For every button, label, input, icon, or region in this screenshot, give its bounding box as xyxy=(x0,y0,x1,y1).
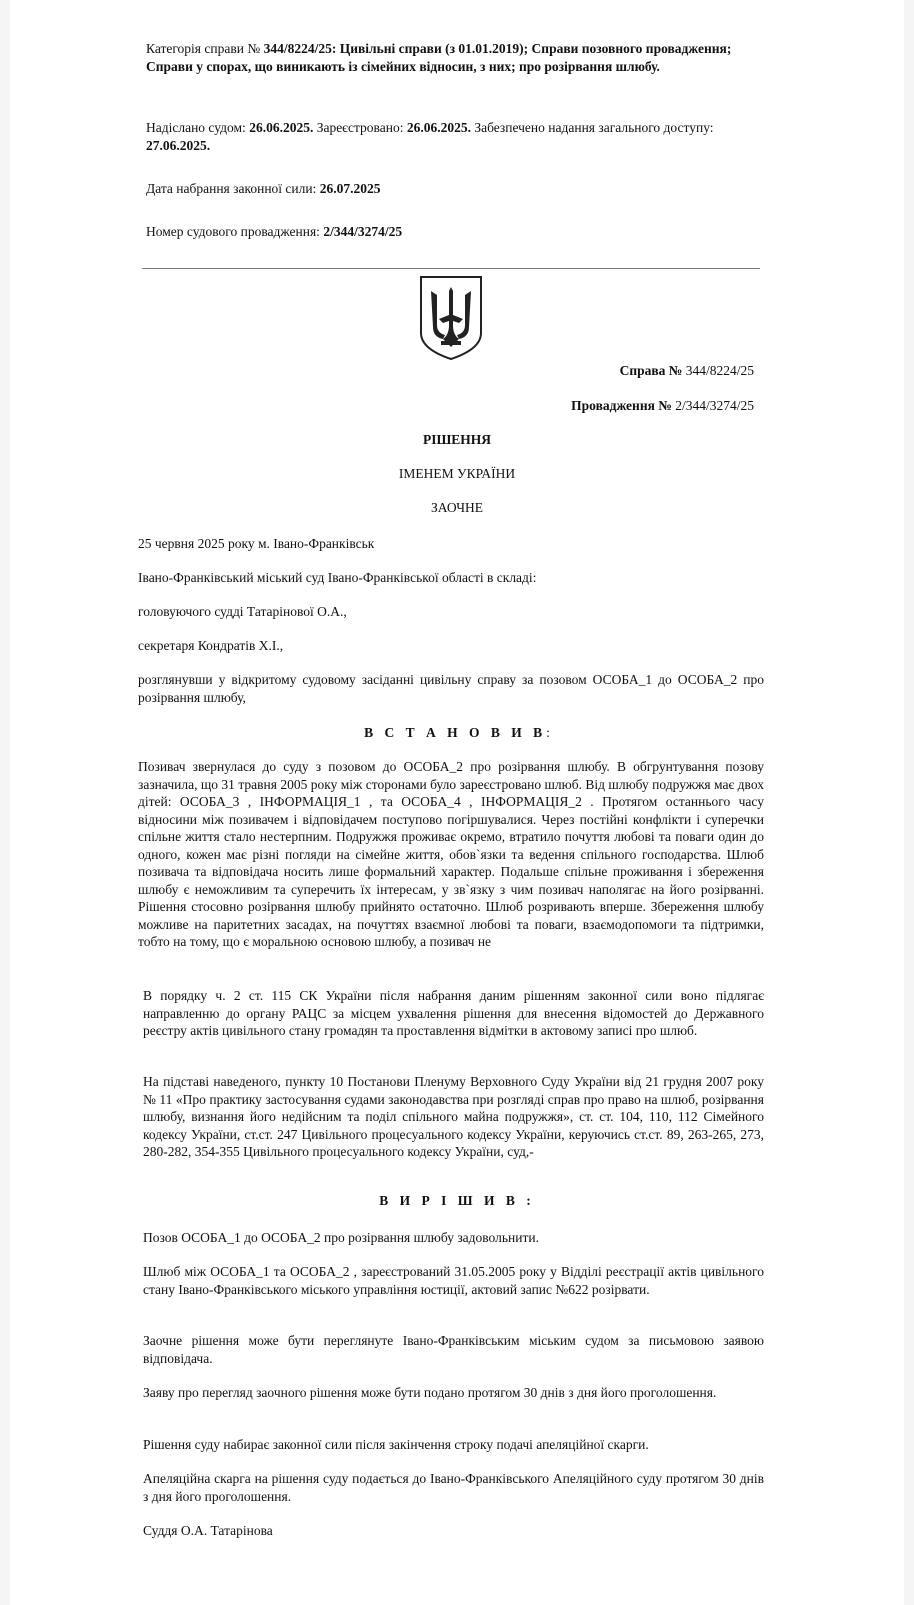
paragraph-registry: В порядку ч. 2 ст. 115 СК України після набрання даним рішенням законної сили воно підлягає направленню до органу РАЦС за місцем ухвалення рішення для внесення відомостей до Державного реєстру актів цивільного стану громадян та проставлення відмітки в актовому записі про шлюб. xyxy=(143,988,764,1038)
established-text: Позивач звернулася до суду з позовом до ОСОБА_2 про розірвання шлюбу. В обгрунтування позову зазначила, що 31 травня 2005 року між сторонами було зареєстровано шлюб. Від шлюбу подружжя має двох дітей: ОСОБА_3 , ІНФОРМАЦІЯ_1 , та ОСОБА_4 , ІНФОРМАЦІЯ_2 . Протягом останнього часу відносини між позивачем і відповідачем поступово погіршувалися. Через постійні конфлікти і суперечки спільне життя стало нестерпним. Подружжя проживає окремо, втратило почуття любові та поваги один до одного, кожен має різні погляди на сімейне життя, обов`язки та ведення спільного господарства. Шлюб позивача та відповідача носить лише формальний характер. Подальше спільне проживання і збереження шлюбу є неможливим та суперечить їх інтересам, у зв`язку з чим позивач наполягає на його розірванні. Рішення стосовно розірвання шлюбу прийнято остаточно. Шлюб розривають вперше. Збереження шлюбу можливе на паритетних засадах, на почуттях взаємної любові та поваги, взаємодопомоги та підтримки, тобто на тому, що є моральною основою шлюбу, а позивач не xyxy=(138,759,764,949)
decided-item: Заяву про перегляд заочного рішення може бути подано протягом 30 днів з дня його проголошення. xyxy=(143,1385,717,1400)
case-number: Справа № 344/8224/25 xyxy=(619,363,754,378)
case-considered: розглянувши у відкритому судовому засіданні цивільну справу за позовом ОСОБА_1 до ОСОБА_2 про розірвання шлюбу, xyxy=(138,672,764,705)
decided-heading: В И Р І Ш И В : xyxy=(379,1193,535,1208)
decided-item: Позов ОСОБА_1 до ОСОБА_2 про розірвання шлюбу задовольнити. xyxy=(143,1230,539,1245)
decision-title: РІШЕННЯ xyxy=(422,432,492,447)
decided-item: Заочне рішення може бути переглянуте Івано-Франківським міським судом за письмовою заявою відповідача. xyxy=(143,1333,764,1366)
coat-of-arms-icon xyxy=(419,275,483,361)
proceeding-number-line: Номер судового провадження: 2/344/3274/25 xyxy=(146,224,403,239)
date-place: 25 червня 2025 року м. Івано-Франківськ xyxy=(138,536,375,551)
court-name: Івано-Франківський міський суд Івано-Франківської області в складі: xyxy=(138,570,537,585)
proceeding-number: Провадження № 2/344/3274/25 xyxy=(571,398,754,413)
established-heading: В С Т А Н О В И В: xyxy=(364,725,550,740)
decision-type: ЗАОЧНЕ xyxy=(430,500,484,515)
document-sheet xyxy=(10,0,904,1605)
publication-info: Надіслано судом: 26.06.2025. Зареєстровано: 26.06.2025. Забезпечено надання загального доступу: 27.06.2025. xyxy=(146,120,714,153)
in-name-of-ukraine: ІМЕНЕМ УКРАЇНИ xyxy=(398,466,516,481)
decided-item: Шлюб між ОСОБА_1 та ОСОБА_2 , зареєстрований 31.05.2005 року у Відділі реєстрації актів цивільного стану Івано-Франківського міського управління юстиції, актовий запис №622 розірвати. xyxy=(143,1264,764,1297)
court-secretary: секретаря Кондратів Х.І., xyxy=(138,638,284,653)
paragraph-legal-basis: На підставі наведеного, пункту 10 Постанови Пленуму Верховного Суду України від 21 грудня 2007 року № 11 «Про практику застосування судами законодавства при розгляді справ про право на шлюб, розірвання шлюбу, визнання його недійсним та поділ спільного майна подружжя», ст. ст. 104, 110, 112 Сімейного кодексу України, ст.ст. 247 Цивільного процесуального кодексу України, керуючись ст.ст. 89, 263-265, 273, 280-282, 354-355 Цивільного процесуального кодексу України, суд,- xyxy=(143,1074,764,1159)
case-category: Категорія справи № 344/8224/25: Цивільні справи (з 01.01.2019); Справи позовного провадження; Справи у спорах, що виникають із сімейних відносин, з них; про розірвання шлюбу. xyxy=(146,41,732,74)
judge-signature: Суддя О.А. Татарінова xyxy=(143,1523,273,1538)
legal-force-date: Дата набрання законної сили: 26.07.2025 xyxy=(146,181,381,196)
decided-item: Рішення суду набирає законної сили після закінчення строку подачі апеляційної скарги. xyxy=(143,1437,649,1452)
presiding-judge: головуючого судді Татарінової О.А., xyxy=(138,604,347,619)
header-divider xyxy=(142,268,760,269)
decided-item: Апеляційна скарга на рішення суду подається до Івано-Франківського Апеляційного суду протягом 30 днів з дня його проголошення. xyxy=(143,1471,764,1504)
